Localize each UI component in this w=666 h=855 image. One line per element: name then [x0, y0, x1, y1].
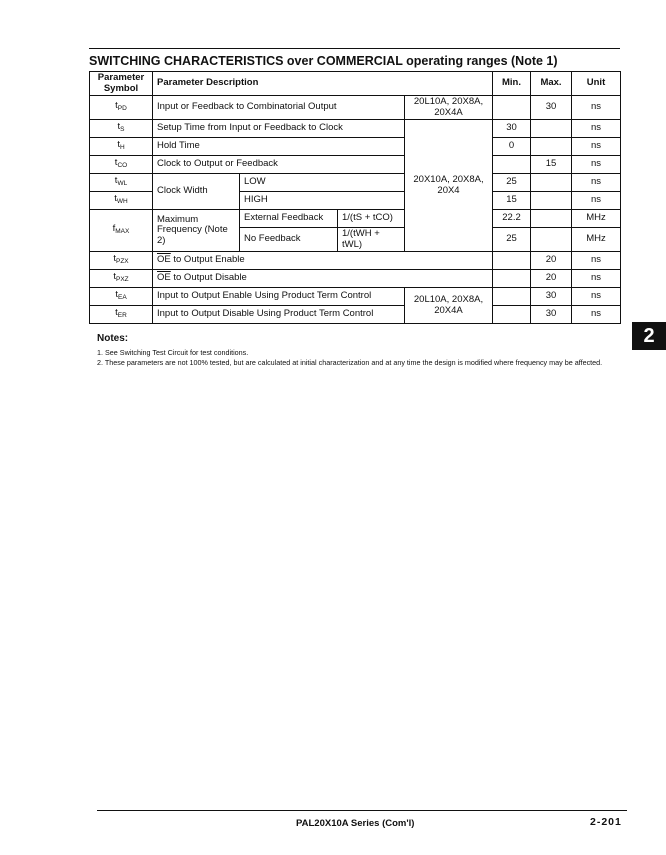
unit-cell: ns [572, 192, 621, 210]
header-unit: Unit [572, 72, 621, 96]
footer-rule [97, 810, 627, 811]
description-cell: Maximum Frequency (Note 2) [153, 210, 240, 252]
header-max: Max. [531, 72, 572, 96]
page-number: 2-201 [590, 816, 622, 828]
symbol-cell: $t_{PD}$ [90, 96, 153, 120]
max-cell [531, 120, 572, 138]
symbol-cell: $t_H$ [90, 138, 153, 156]
unit-cell: ns [572, 96, 621, 120]
device-cell: 20L10A, 20X8A, 20X4A [405, 96, 493, 120]
unit-cell: ns [572, 306, 621, 324]
min-cell: 0 [493, 138, 531, 156]
max-cell: 30 [531, 288, 572, 306]
notes-heading: Notes: [97, 333, 129, 344]
unit-cell: MHz [572, 228, 621, 252]
footer-title: PAL20X10A Series (Com'l) [296, 818, 415, 829]
min-cell: 15 [493, 192, 531, 210]
min-cell: 25 [493, 174, 531, 192]
description-cell: Clock Width [153, 174, 240, 210]
table-header-row [90, 72, 621, 96]
min-cell: 30 [493, 120, 531, 138]
min-cell: 25 [493, 228, 531, 252]
formula-cell: 1/(tWH + tWL) [338, 228, 405, 252]
max-cell: 30 [531, 306, 572, 324]
symbol-cell: $t_{PXZ}$ [90, 270, 153, 288]
description-cell: Input to Output Enable Using Product Term Control [153, 288, 405, 306]
note-item: 1. See Switching Test Circuit for test conditions. [97, 348, 249, 357]
description-cell: $\overline{OE}$ to Output Enable [153, 252, 493, 270]
max-cell [531, 210, 572, 228]
symbol-cell: $t_S$ [90, 120, 153, 138]
table-row [90, 156, 621, 174]
description-cell: Setup Time from Input or Feedback to Clock [153, 120, 405, 138]
sub-description-cell: LOW [240, 174, 405, 192]
description-cell: Hold Time [153, 138, 405, 156]
symbol-cell: $f_{MAX}$ [90, 210, 153, 252]
max-cell: 20 [531, 270, 572, 288]
max-cell: 30 [531, 96, 572, 120]
description-cell: Input to Output Disable Using Product Term Control [153, 306, 405, 324]
min-cell: 22.2 [493, 210, 531, 228]
max-cell [531, 192, 572, 210]
unit-cell: ns [572, 288, 621, 306]
table-title: SWITCHING CHARACTERISTICS over COMMERCIAL operating ranges (Note 1) [89, 54, 558, 68]
device-cell: 20L10A, 20X8A, 20X4A [405, 288, 493, 324]
symbol-cell: $t_{CO}$ [90, 156, 153, 174]
header-min: Min. [493, 72, 531, 96]
table-row [90, 138, 621, 156]
table-row [90, 120, 621, 138]
switching-characteristics-table [89, 71, 621, 324]
min-cell [493, 270, 531, 288]
table-row [90, 96, 621, 120]
formula-cell: 1/(tS + tCO) [338, 210, 405, 228]
description-cell: Clock to Output or Feedback [153, 156, 405, 174]
max-cell: 15 [531, 156, 572, 174]
sub-description-cell: HIGH [240, 192, 405, 210]
table-row [90, 270, 621, 288]
description-cell: $\overline{OE}$ to Output Disable [153, 270, 493, 288]
header-parameter-symbol: Parameter Symbol [90, 72, 153, 96]
symbol-cell: $t_{ER}$ [90, 306, 153, 324]
min-cell [493, 288, 531, 306]
max-cell [531, 174, 572, 192]
symbol-cell: $t_{EA}$ [90, 288, 153, 306]
sub-description-cell: External Feedback [240, 210, 338, 228]
sub-description-cell: No Feedback [240, 228, 338, 252]
section-tab-badge: 2 [632, 322, 666, 350]
min-cell [493, 306, 531, 324]
max-cell [531, 138, 572, 156]
note-item: 2. These parameters are not 100% tested, but are calculated at initial characterization and at any time the design is modified where frequency may be affected. [97, 357, 603, 367]
device-group-cell: 20X10A, 20X8A, 20X4 [405, 120, 493, 252]
min-cell [493, 156, 531, 174]
unit-cell: ns [572, 156, 621, 174]
min-cell [493, 252, 531, 270]
table-row [90, 210, 621, 228]
symbol-cell: $t_{WL}$ [90, 174, 153, 192]
symbol-cell: $t_{PZX}$ [90, 252, 153, 270]
table-row [90, 306, 621, 324]
table-row [90, 252, 621, 270]
unit-cell: ns [572, 138, 621, 156]
max-cell: 20 [531, 252, 572, 270]
symbol-cell: $t_{WH}$ [90, 192, 153, 210]
table-row [90, 174, 621, 192]
unit-cell: ns [572, 120, 621, 138]
unit-cell: MHz [572, 210, 621, 228]
description-cell: Input or Feedback to Combinatorial Output [153, 96, 405, 120]
top-rule [89, 48, 620, 49]
table-row [90, 288, 621, 306]
min-cell [493, 96, 531, 120]
max-cell [531, 228, 572, 252]
unit-cell: ns [572, 270, 621, 288]
unit-cell: ns [572, 174, 621, 192]
unit-cell: ns [572, 252, 621, 270]
header-parameter-description: Parameter Description [153, 72, 493, 96]
notes-list [97, 348, 617, 367]
